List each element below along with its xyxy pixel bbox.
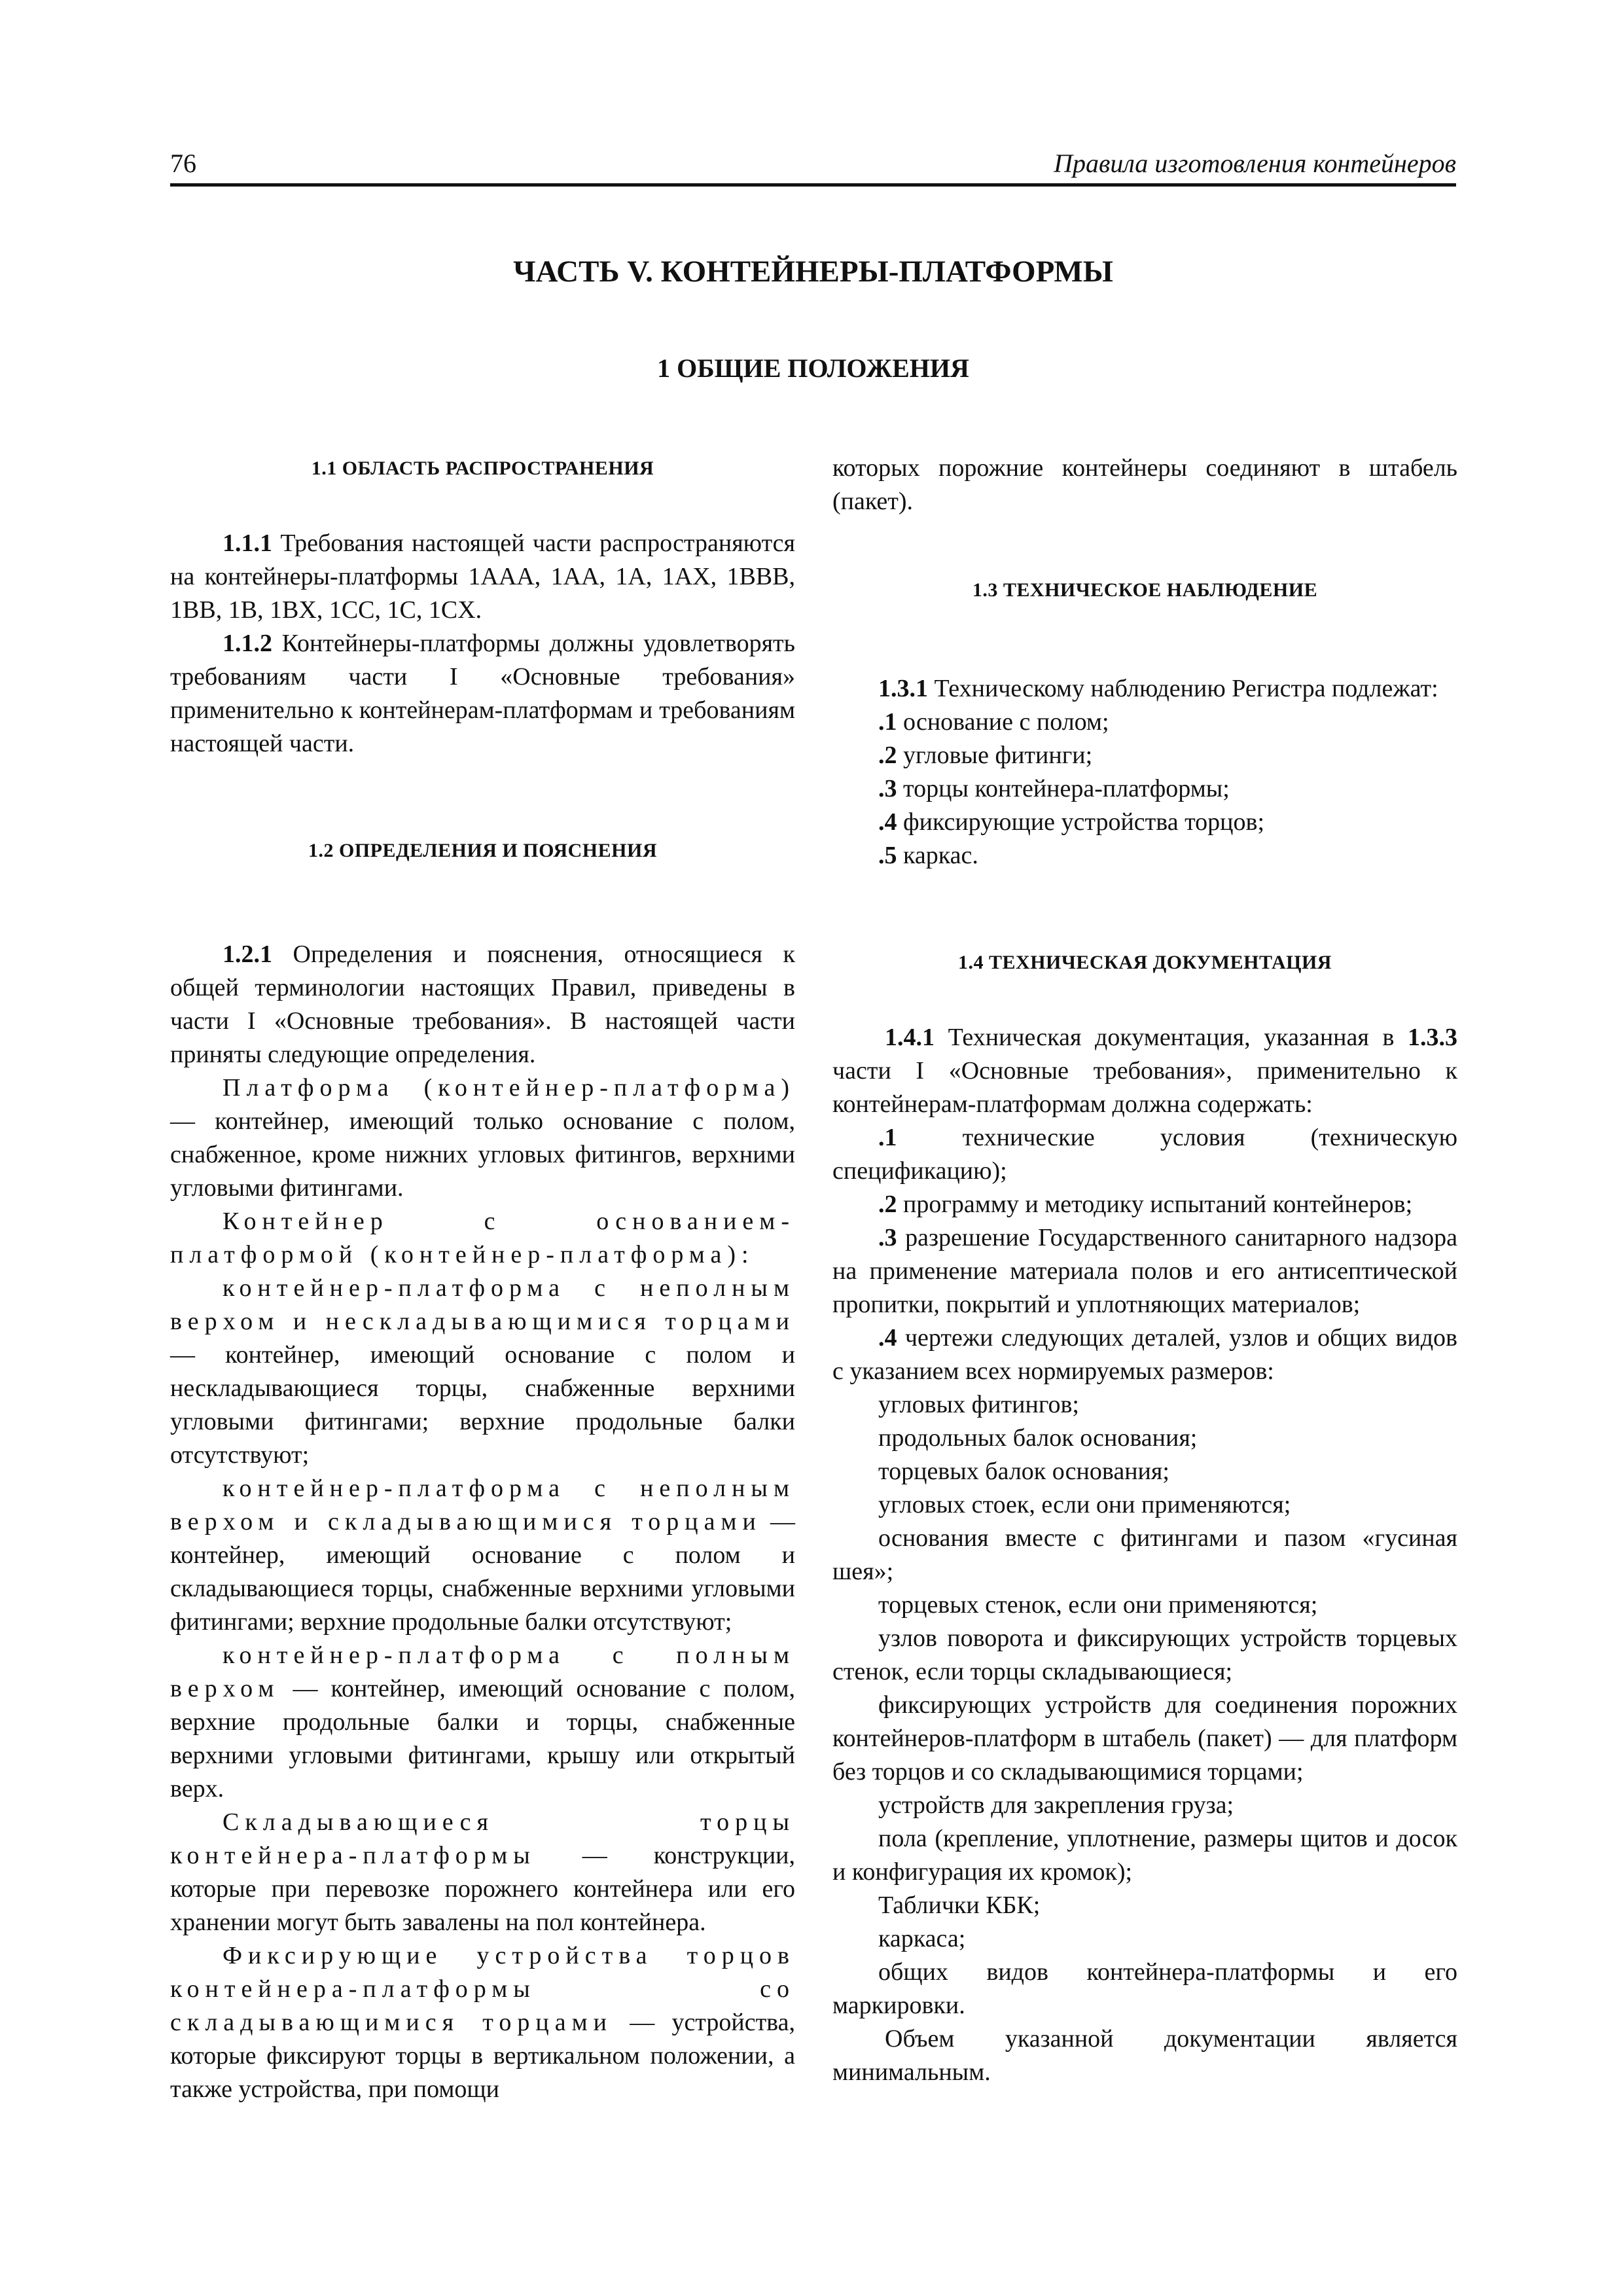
- page-number: 76: [170, 149, 196, 178]
- running-title: Правила изготовления контейнеров: [1054, 149, 1456, 178]
- section-title: 1 ОБЩИЕ ПОЛОЖЕНИЯ: [657, 353, 969, 383]
- heading-1-2: 1.2 ОПРЕДЕЛЕНИЯ И ПОЯСНЕНИЯ: [308, 840, 657, 861]
- list-item: .4 чертежи следующих деталей, узлов и общих видов с указанием всех нормируемых размеров:: [832, 1324, 1457, 1385]
- defined-term: Платформа (контейнер-платформа): [223, 1074, 795, 1102]
- document-page: [170, 144, 1456, 2238]
- clause-number: 1.4.1: [885, 1024, 935, 1051]
- paragraph-1-1-1: 1.1.1 Требования настоящей части распространяются на контейнеры-платформы 1AAA, 1AA, 1A, 1AX, 1BBB, 1BB, 1B, 1BX, 1CC, 1C, 1CX.: [170, 529, 795, 624]
- drawing-item: основания вместе с фитингами и пазом «гусиная шея»;: [832, 1524, 1457, 1585]
- cross-reference: 1.3.3: [1408, 1024, 1457, 1051]
- paragraph-1-2-1: 1.2.1 Определения и пояснения, относящиеся к общей терминологии настоящих Правил, приведены в части I «Основные требования». В настоящей части приняты следующие определения.: [170, 941, 795, 1068]
- part-title: ЧАСТЬ V. КОНТЕЙНЕРЫ-ПЛАТФОРМЫ: [513, 255, 1113, 289]
- drawing-item: торцевых стенок, если они применяются;: [878, 1591, 1318, 1619]
- clause-number: 1.1.2: [223, 630, 272, 657]
- drawings-list: [832, 1388, 1457, 2022]
- heading-1-3: 1.3 ТЕХНИЧЕСКОЕ НАБЛЮДЕНИЕ: [972, 579, 1318, 601]
- drawing-item: угловых фитингов;: [878, 1391, 1079, 1418]
- drawing-item: Таблички КБК;: [878, 1892, 1041, 1919]
- defined-term: Фиксирующие устройства торцов контейнера-платформы со складывающимися торцами: [170, 1942, 795, 2036]
- defined-term: контейнер-платформа с полным верхом: [170, 1641, 795, 1702]
- right-column: [832, 452, 1457, 2089]
- list-item: .3 разрешение Государственного санитарного надзора на применение материала полов и его антисептической пропитки, покрытий и уплотняющих материалов;: [832, 1224, 1457, 1318]
- list-item: .2 программу и методику испытаний контейнеров;: [878, 1191, 1413, 1218]
- drawing-item: узлов поворота и фиксирующих устройств торцевых стенок, если торцы складывающиеся;: [832, 1624, 1457, 1685]
- definition-platform: Платформа (контейнер-платформа) — контейнер, имеющий только основание с полом, снабженное, кроме нижних угловых фитингов, верхними угловыми фитингами.: [170, 1074, 795, 1202]
- documentation-list: [832, 1121, 1457, 1388]
- heading-1-1: 1.1 ОБЛАСТЬ РАСПРОСТРАНЕНИЯ: [311, 457, 654, 479]
- paragraph-1-4-1: 1.4.1 Техническая документация, указанная в 1.3.3 части I «Основные требования», применительно к контейнерам-платформам должна содержать:: [832, 1024, 1457, 1118]
- supervision-list: [832, 706, 1457, 872]
- list-item: .5 каркас.: [878, 842, 978, 869]
- drawing-item: общих видов контейнера-платформы и его маркировки.: [832, 1958, 1457, 2019]
- definition-full-top: контейнер-платформа с полным верхом — контейнер, имеющий основание с полом, верхние продольные балки и торцы, снабженные верхними угловыми фитингами, крышу или открытый верх.: [170, 1641, 795, 1803]
- list-item: .1 основание с полом;: [878, 708, 1109, 736]
- drawing-item: продольных балок основания;: [878, 1424, 1198, 1452]
- clause-number: 1.3.1: [878, 675, 928, 702]
- clause-number: 1.2.1: [223, 941, 272, 968]
- drawing-item: угловых стоек, если они применяются;: [878, 1491, 1291, 1518]
- list-item: .4 фиксирующие устройства торцов;: [878, 808, 1265, 836]
- defined-term: Контейнер с основанием-платформой (контейнер-платформа):: [170, 1208, 795, 1268]
- drawing-item: пола (крепление, уплотнение, размеры щитов и досок и конфигурация их кромок);: [832, 1825, 1457, 1886]
- drawing-item: фиксирующих устройств для соединения порожних контейнеров-платформ в штабель (пакет) — для платформ без торцов и со складывающимися торцами;: [832, 1691, 1457, 1785]
- defined-term: контейнер-платформа с неполным верхом и складывающимися торцами: [170, 1475, 795, 1535]
- definition-partial-top-folding-ends: контейнер-платформа с неполным верхом и складывающимися торцами — контейнер, имеющий основание с полом и складывающиеся торцы, снабженные верхними угловыми фитингами; верхние продольные балки отсутствуют;: [170, 1475, 796, 1636]
- paragraph-1-3-1: 1.3.1 Техническому наблюдению Регистра подлежат:: [878, 675, 1438, 702]
- continued-text: которых порожние контейнеры соединяют в штабель (пакет).: [832, 454, 1457, 515]
- final-paragraph: Объем указанной документации является минимальным.: [832, 2025, 1457, 2086]
- left-column: [170, 452, 795, 2106]
- defined-term: Складывающиеся торцы контейнера-платформы: [170, 1808, 795, 1869]
- defined-term: контейнер-платформа с неполным верхом и нескладывающимися торцами: [170, 1274, 795, 1335]
- definition-folding-ends: Складывающиеся торцы контейнера-платформы — конструкции, которые при перевозке порожнего контейнера или его хранении могут быть завалены на пол контейнера.: [170, 1808, 795, 1936]
- list-item: .2 угловые фитинги;: [878, 742, 1093, 769]
- heading-1-4: 1.4 ТЕХНИЧЕСКАЯ ДОКУМЕНТАЦИЯ: [958, 952, 1332, 973]
- drawing-item: торцевых балок основания;: [878, 1458, 1169, 1485]
- list-item: .3 торцы контейнера-платформы;: [878, 775, 1230, 802]
- running-header: [170, 144, 1456, 187]
- definition-platform-based: [170, 1205, 795, 1272]
- definition-partial-top-fixed-ends: контейнер-платформа с неполным верхом и нескладывающимися торцами — контейнер, имеющий основание с полом и нескладывающиеся торцы, снабженные верхними угловыми фитингами; верхние продольные балки отсутствуют;: [170, 1274, 795, 1469]
- clause-number: 1.1.1: [223, 529, 272, 557]
- definition-locking-devices: Фиксирующие устройства торцов контейнера-платформы со складывающимися торцами — устройства, которые фиксируют торцы в вертикальном положении, а также устройства, при помощи: [170, 1942, 795, 2103]
- drawing-item: устройств для закрепления груза;: [878, 1791, 1234, 1819]
- drawing-item: каркаса;: [878, 1925, 966, 1952]
- paragraph-1-1-2: 1.1.2 Контейнеры-платформы должны удовлетворять требованиям части I «Основные требования» применительно к контейнерам-платформам и требованиям настоящей части.: [170, 630, 795, 757]
- list-item: .1 технические условия (техническую спецификацию);: [832, 1124, 1457, 1185]
